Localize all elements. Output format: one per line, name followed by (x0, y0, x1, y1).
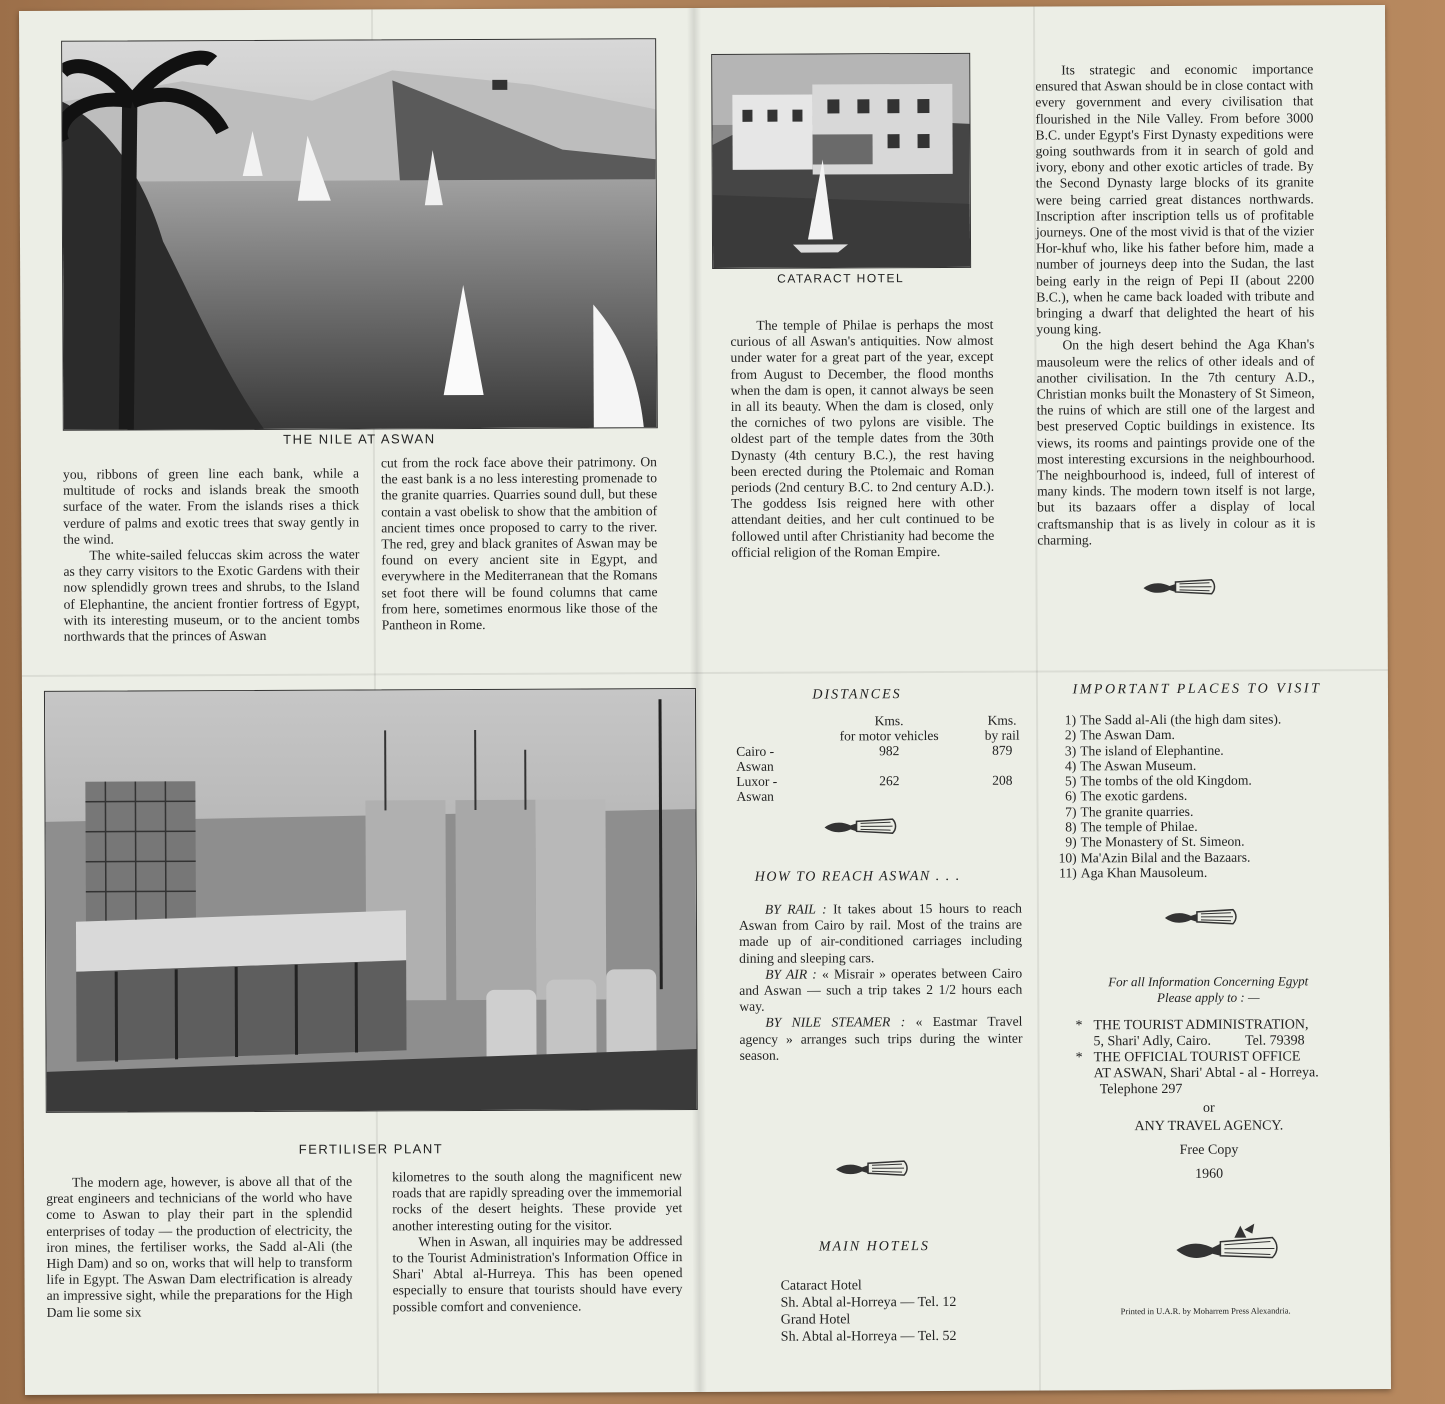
place-name: The Aswan Dam. (1080, 727, 1175, 743)
table-cell: Luxor - Aswan (736, 773, 778, 804)
list-number: 6) (1065, 788, 1077, 804)
reach-label: BY AIR : (765, 966, 817, 982)
brochure-sheet (19, 5, 1391, 1395)
list-number: 2) (1064, 727, 1077, 743)
hotels-heading: MAIN HOTELS (818, 1239, 930, 1255)
hotel-name: Grand Hotel (780, 1312, 851, 1328)
list-item (1052, 803, 1352, 820)
list-item (1052, 726, 1352, 743)
list-number: 7) (1065, 804, 1077, 820)
year: 1960 (1195, 1166, 1224, 1182)
table-header-cell (732, 714, 810, 744)
reach-label: BY RAIL : (764, 901, 827, 917)
office-title: THE OFFICIAL TOURIST OFFICE (1093, 1049, 1301, 1066)
distances-table (732, 713, 1036, 804)
paragraph: The temple of Philae is perhaps the most curious of all Aswan's antiquities. Now almost under water for a great part of the year, except from August to December, the flood months when the dam is open, it cannot always be seen in all its beauty. When the dam is closed, only the corniches of two pylons are visible. The oldest part of the temple dates from the 30th Dynasty (4th century B.C.), the rest having been erected during the Ptolemaic and Roman periods (2nd century B.C. to 2nd century A.D.). The goddess Isis reigned here with other attendant deities, and her cult continued to be followed until after Christianity had become the official religion of the Roman Empire. (730, 316, 995, 560)
dagger-ornament (1141, 576, 1217, 603)
place-name: The exotic gardens. (1080, 788, 1188, 804)
text-column (1035, 61, 1315, 548)
dagger-ornament (1174, 1219, 1280, 1266)
reach-detail: « Eastmar Travel agency » arranges such trips during the winter season. (739, 1014, 1023, 1063)
dagger-ornament (834, 1157, 910, 1184)
table-cell: Cairo - Aswan (736, 743, 775, 774)
place-name: Aga Khan Mausoleum. (1080, 864, 1208, 881)
hotel-name: Cataract Hotel (780, 1278, 862, 1294)
paragraph: you, ribbons of green line each bank, while a multitude of rocks and islands break the smooth surface of the water. From the islands rises a thick verdure of palms and exotic trees that sway gently in the wind. (62, 465, 360, 547)
address-text: 5, Shari' Adly, Cairo. (1093, 1033, 1212, 1050)
place-name: The Aswan Museum. (1080, 757, 1197, 774)
place-name: The Sadd al-Ali (the high dam sites). (1080, 711, 1282, 728)
place-name: The island of Elephantine. (1080, 742, 1224, 758)
hotel-address: Sh. Abtal al-Horreya — Tel. 12 (780, 1294, 957, 1311)
list-number: 1) (1064, 712, 1077, 728)
table-cell: 879 (992, 742, 1013, 758)
text-column (392, 1168, 683, 1315)
reach-text (739, 901, 1023, 1064)
dagger-ornament (823, 815, 899, 842)
photo-caption: FERTILISER PLANT (298, 1141, 444, 1157)
photo-caption: THE NILE AT ASWAN (283, 431, 436, 447)
list-number: 5) (1064, 773, 1077, 789)
fertiliser-plant-photo (44, 688, 698, 1113)
table-cell: 208 (992, 772, 1013, 788)
table-header-cell: Kms. by rail (984, 712, 1020, 743)
closing-block (1094, 1099, 1324, 1184)
list-number: 11) (1059, 865, 1077, 881)
paragraph: On the high desert behind the Aga Khan's mausoleum were the relics of other ideals and of another civilisation. In the 7th century A.D., Christian monks built the Monastery of St Simeon, the ruins of which are still one of the largest and best preserved Coptic buildings in existence. Its views, its rooms and paintings provide one of the most interesting excursions in the neighbourhood. The neighbourhood is, indeed, full of interest of many kinds. The modern town itself is not large, but its bazaars offer a display of local craftsmanship that is as lively in colour as it is charming. (1036, 336, 1316, 548)
paragraph: cut from the rock face above their patrimony. On the east bank is a no less interesting promenade to the granite quarries. Quarries sound dull, but these contain a vast obelisk to show that the ambition of ancient times once proposed to carry to the river. The red, grey and black granites of Aswan may be found on every ancient site in Egypt, and everywhere in the Mediterranean that the Romans set foot there will be found columns that came from here, sometimes enormous like those of the Pantheon in Rome. (380, 454, 658, 633)
office-name (1075, 1017, 1375, 1034)
list-number: 10) (1058, 850, 1077, 866)
reach-label: BY NILE STEAMER : (765, 1014, 906, 1031)
list-number: 3) (1064, 742, 1077, 759)
office-address: AT ASWAN, Shari' Abtal - al - Horreya. (1093, 1065, 1319, 1082)
office-phone: Telephone 297 (1099, 1081, 1183, 1098)
list-number: 4) (1064, 758, 1077, 774)
text-column (381, 454, 658, 633)
list-item (1052, 772, 1352, 789)
places-list (1052, 711, 1353, 881)
list-item (1052, 757, 1352, 774)
paragraph: Its strategic and economic importance ensured that Aswan should be in close contact with every government and every civilisation that flourished in the Nile Valley. From before 3000 B.C. under Egypt's First Dynasty expeditions were going southwards from it in search of gold and ivory, ebony and other exotic articles of trade. By the Second Dynasty large blocks of its granite were being carried great distances northwards. Inscription after inscription tells us of profitable journeys. One of the most vivid is that of the vizier Hor-khuf who, like his father before him, made a number of journeys deep into the Sudan, the last being early in the reign of Pepi II (about 2200 B.C.), when he came back loaded with tribute and bringing a dwarf that delighted the heart of his young king. (1035, 61, 1315, 337)
list-number: 9) (1065, 834, 1077, 850)
hotels-list (781, 1277, 1021, 1346)
info-line: Please apply to : — (1156, 989, 1260, 1006)
agency-text: ANY TRAVEL AGENCY. (1134, 1118, 1284, 1135)
list-item (1053, 849, 1353, 866)
list-item (1053, 818, 1353, 835)
phone-text: Tel. 79398 (1244, 1033, 1305, 1049)
office-name (1076, 1049, 1376, 1066)
reach-item (739, 965, 1022, 1015)
place-name: The granite quarries. (1080, 803, 1194, 820)
text-column (46, 1174, 353, 1321)
table-row (732, 773, 1036, 804)
text-column (63, 466, 360, 646)
contacts-block (1075, 1017, 1375, 1098)
distances-heading: DISTANCES (812, 687, 902, 703)
table-header-row (732, 713, 1036, 744)
printer-note: Printed in U.A.R. by Moharrem Press Alexandria. (1120, 1305, 1291, 1317)
paragraph: The white-sailed feluccas skim across the water as they carry visitors to the Exotic Gardens with their now splendidly grown trees and shrubs, to the Island of Elephantine, the ancient frontier fortress of Egypt, with its interesting museum, or to the ancient tombs northwards that the princes of Aswan (63, 546, 360, 644)
list-item (1053, 834, 1353, 851)
list-item (1053, 864, 1353, 881)
table-cell: 262 (879, 773, 900, 789)
free-copy: Free Copy (1179, 1142, 1239, 1158)
cataract-hotel-photo (711, 53, 971, 269)
nile-photo (61, 38, 658, 431)
or-text: or (1202, 1100, 1215, 1116)
place-name: Ma'Azin Bilal and the Bazaars. (1080, 849, 1251, 866)
dagger-ornament (1163, 906, 1239, 933)
hotel-address: Sh. Abtal al-Horreya — Tel. 52 (780, 1328, 957, 1345)
place-name: The Monastery of St. Simeon. (1080, 834, 1245, 850)
places-heading: IMPORTANT PLACES TO VISIT (1072, 681, 1322, 698)
info-note (1063, 973, 1353, 1006)
bullet: * (1075, 1050, 1083, 1066)
reach-heading: HOW TO REACH ASWAN . . . (754, 868, 961, 885)
text-column (730, 317, 994, 561)
table-row (732, 743, 1036, 774)
office-title: THE TOURIST ADMINISTRATION, (1093, 1017, 1309, 1034)
table-cell: 982 (879, 743, 900, 759)
place-name: The temple of Philae. (1080, 818, 1198, 835)
paragraph: The modern age, however, is above all that of the great engineers and technicians of the world who have come to Aswan to play their part in the splendid enterprises of today — the production of electricity, the iron mines, the fertiliser works, the Sadd al-Ali (the High Dam) and so on, works that will help to transform life in Egypt. The Aswan Dam electrification is already an impressive sight, while the preparations for the High Dam lie some six (46, 1173, 353, 1320)
reach-detail: It takes about 15 hours to reach Aswan from Cairo by rail. Most of the trains are made up of air-conditioned carriages including dining and sleeping cars. (738, 900, 1023, 966)
fold-line (22, 669, 1388, 677)
list-item (1052, 711, 1352, 728)
office-address (1075, 1033, 1375, 1050)
reach-item (739, 1014, 1022, 1064)
paragraph: kilometres to the south along the magnificent new roads that are rapidly spreading over the immemorial rocks of the desert heights. These provide yet another interesting outing for the visitor. (392, 1168, 683, 1233)
photo-caption: CATARACT HOTEL (777, 271, 905, 286)
bullet: * (1075, 1018, 1083, 1034)
table-header-cell: Kms. for motor vehicles (839, 713, 939, 744)
reach-detail: « Misrair » operates between Cairo and Aswan — such a trip takes 2 1/2 hours each way. (739, 965, 1023, 1015)
reach-item (739, 901, 1022, 967)
list-number: 8) (1065, 819, 1077, 835)
info-line: For all Information Concerning Egypt (1108, 973, 1309, 990)
place-name: The tombs of the old Kingdom. (1080, 772, 1252, 789)
list-item (1052, 788, 1352, 805)
list-item (1052, 742, 1352, 759)
paragraph: When in Aswan, all inquiries may be addressed to the Tourist Administration's Information Office in Shari' Abtal al-Hurreya. This has been opened especially to ensure that tourists should have every possible comfort and convenience. (392, 1232, 683, 1314)
